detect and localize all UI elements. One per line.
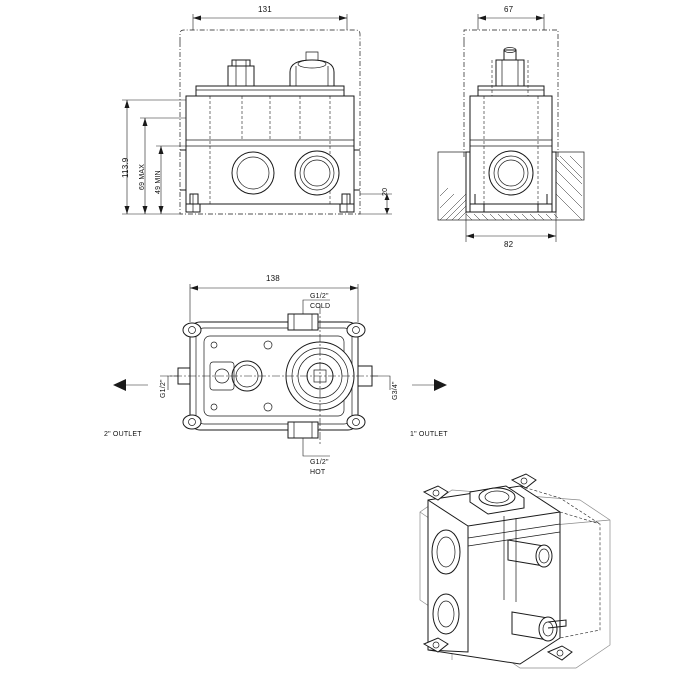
port-outlet-right-size: G3/4" [392, 381, 399, 400]
front-elevation-geometry [180, 30, 360, 214]
plan-view-geometry [160, 306, 378, 446]
dim-front-depth-min: 49 MIN [155, 170, 162, 194]
port-cold-size: G1/2" [310, 293, 329, 300]
port-hot-size: G1/2" [310, 459, 329, 466]
label-outlet-left: 2" OUTLET [104, 431, 142, 438]
dim-plan-width: 138 [266, 274, 280, 283]
port-cold-label: COLD [310, 303, 331, 310]
dim-front-depth-max: 69 MAX [139, 163, 146, 190]
dim-front-height-total: 113.9 [121, 157, 130, 178]
dim-front-foot-height: 20 [382, 187, 389, 196]
label-outlet-right: 1" OUTLET [410, 431, 448, 438]
side-section-geometry [438, 30, 584, 220]
dim-front-width: 131 [258, 5, 272, 14]
dim-side-wall-width: 82 [504, 240, 514, 249]
port-outlet-left-size: G1/2" [160, 379, 167, 398]
isometric-view-geometry [420, 474, 610, 668]
dim-side-width: 67 [504, 5, 514, 14]
port-hot-label: HOT [310, 469, 326, 476]
